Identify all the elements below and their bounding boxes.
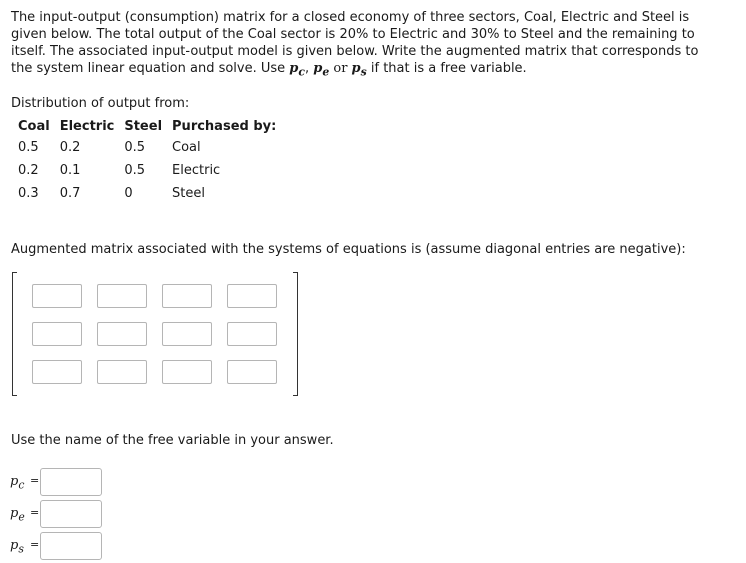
problem-text-after: if that is a free variable. [366,61,527,76]
distribution-table [14,116,282,205]
distribution-title: Distribution of output from: [11,96,190,111]
table-cell: 0.2 [18,163,39,178]
var-pc: $p_c$ [289,61,305,79]
problem-statement: The input-output (consumption) matrix for a closed economy of three sectors, Coal, Electric and Steel is given below. The total output of the Coal sector is 20% to Electric and 30% to Steel and the remaining to itself. The associated input-output model is given below. Write the augmented matrix that corresponds to the system linear equation and solve. Use $p_c$, $p_e$ or $p_s$ if that is a free variable. [11,10,699,79]
free-variable-label: Use the name of the free variable in your answer. [11,433,334,448]
table-cell: 0.5 [18,140,39,155]
answer-var-ps: $p_s$ [10,538,24,556]
var-ps: $p_s$ [351,61,367,79]
matrix-input-r2c4[interactable] [227,322,277,346]
matrix-input-r1c1[interactable] [32,284,82,308]
var-pe: $p_e$ [313,61,330,79]
table-cell: 0.5 [124,140,146,155]
matrix-input-r1c2[interactable] [97,284,147,308]
problem-text-before: The input-output (consumption) matrix for a closed economy of three sectors, Coal, Electric and Steel is given below. The total output of the Coal sector is 20% to Electric and 30% to Steel and the remaining to itself. The associated input-output model is given below. Write the augmented matrix that corresponds to the system linear equation and solve. Use [11,10,699,76]
matrix-left-bracket [12,272,17,396]
table-row [14,159,282,182]
table-header-row [14,116,282,136]
equals-sign: = [30,474,40,487]
table-cell: Coal [172,140,201,155]
matrix-input-r3c3[interactable] [162,360,212,384]
table-cell: 0.7 [59,186,81,201]
table-cell: 0 [124,186,133,201]
answer-input-ps[interactable] [40,532,102,560]
equals-sign: = [30,538,40,551]
table-cell: 0.5 [124,163,146,178]
answer-input-pe[interactable] [40,500,102,528]
matrix-input-r3c1[interactable] [32,360,82,384]
table-cell: 0.1 [59,163,81,178]
augmented-matrix-label: Augmented matrix associated with the systems of equations is (assume diagonal entries are negative): [11,242,686,257]
matrix-right-bracket [293,272,298,396]
table-row [14,182,282,205]
header-purchased-by: Purchased by: [172,118,277,134]
matrix-input-r3c4[interactable] [227,360,277,384]
answer-var-pe: $p_e$ [10,506,25,524]
table-cell: 0.2 [59,140,81,155]
matrix-input-r1c3[interactable] [162,284,212,308]
answer-input-pc[interactable] [40,468,102,496]
table-cell: Electric [172,163,221,178]
equals-sign: = [30,506,40,519]
header-coal: Coal [18,118,50,134]
matrix-input-r2c2[interactable] [97,322,147,346]
header-steel: Steel [124,118,163,134]
table-cell: 0.3 [18,186,39,201]
table-cell: Steel [172,186,205,201]
augmented-matrix [12,272,298,396]
answer-var-pc: $p_c$ [10,474,25,492]
header-electric: Electric [59,118,115,134]
matrix-input-r2c3[interactable] [162,322,212,346]
matrix-input-r3c2[interactable] [97,360,147,384]
table-row [14,136,282,159]
matrix-input-r1c4[interactable] [227,284,277,308]
matrix-input-r2c1[interactable] [32,322,82,346]
